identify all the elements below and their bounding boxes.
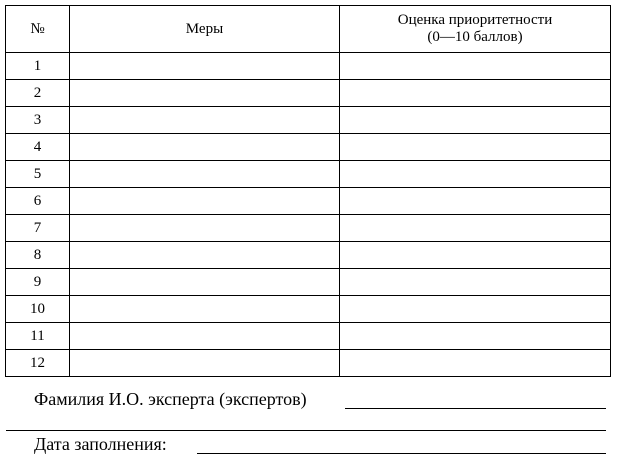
table-row: [6, 80, 611, 107]
header-measures: Меры: [70, 6, 340, 53]
table-row: [6, 134, 611, 161]
row-number: 9: [6, 269, 70, 296]
header-priority-title: Оценка приоритетности: [397, 12, 553, 28]
measure-cell[interactable]: [70, 188, 340, 215]
measure-cell[interactable]: [70, 53, 340, 80]
measure-cell[interactable]: [70, 80, 340, 107]
row-number: 5: [6, 161, 70, 188]
priority-score-cell[interactable]: [340, 296, 611, 323]
row-number: 3: [6, 107, 70, 134]
header-priority-score: [340, 6, 611, 53]
table-row: [6, 215, 611, 242]
table-row: [6, 350, 611, 377]
measure-cell[interactable]: [70, 269, 340, 296]
header-number: №: [6, 6, 70, 53]
row-number: 8: [6, 242, 70, 269]
table-row: [6, 107, 611, 134]
row-number: 11: [6, 323, 70, 350]
priority-score-cell[interactable]: [340, 323, 611, 350]
expert-name-field-continuation[interactable]: [6, 430, 606, 431]
priority-score-cell[interactable]: [340, 80, 611, 107]
measure-cell[interactable]: [70, 161, 340, 188]
priority-score-cell[interactable]: [340, 269, 611, 296]
measure-cell[interactable]: [70, 242, 340, 269]
header-priority-scale: (0—10 баллов): [427, 29, 523, 45]
row-number: 10: [6, 296, 70, 323]
fill-date-field[interactable]: [197, 453, 606, 454]
table-body: [6, 53, 611, 377]
priority-score-cell[interactable]: [340, 242, 611, 269]
priority-score-cell[interactable]: [340, 215, 611, 242]
table-row: [6, 323, 611, 350]
priority-score-cell[interactable]: [340, 53, 611, 80]
priority-score-cell[interactable]: [340, 350, 611, 377]
priority-score-cell[interactable]: [340, 188, 611, 215]
priority-score-cell[interactable]: [340, 161, 611, 188]
expert-name-field[interactable]: [345, 408, 606, 409]
row-number: 4: [6, 134, 70, 161]
table-row: [6, 53, 611, 80]
table-header-row: [6, 6, 611, 53]
measure-cell[interactable]: [70, 323, 340, 350]
expert-name-label: Фамилия И.О. эксперта (экспертов): [34, 389, 307, 409]
table-row: [6, 161, 611, 188]
row-number: 2: [6, 80, 70, 107]
measure-cell[interactable]: [70, 350, 340, 377]
priority-score-cell[interactable]: [340, 107, 611, 134]
measure-cell[interactable]: [70, 296, 340, 323]
row-number: 6: [6, 188, 70, 215]
table-row: [6, 242, 611, 269]
measure-cell[interactable]: [70, 215, 340, 242]
table-row: [6, 269, 611, 296]
measure-cell[interactable]: [70, 107, 340, 134]
priority-score-cell[interactable]: [340, 134, 611, 161]
row-number: 7: [6, 215, 70, 242]
table-header: [6, 6, 611, 53]
measure-cell[interactable]: [70, 134, 340, 161]
fill-date-label: Дата заполнения:: [34, 434, 167, 454]
row-number: 12: [6, 350, 70, 377]
table-row: [6, 188, 611, 215]
row-number: 1: [6, 53, 70, 80]
table-row: [6, 296, 611, 323]
priority-assessment-table: [5, 5, 611, 377]
